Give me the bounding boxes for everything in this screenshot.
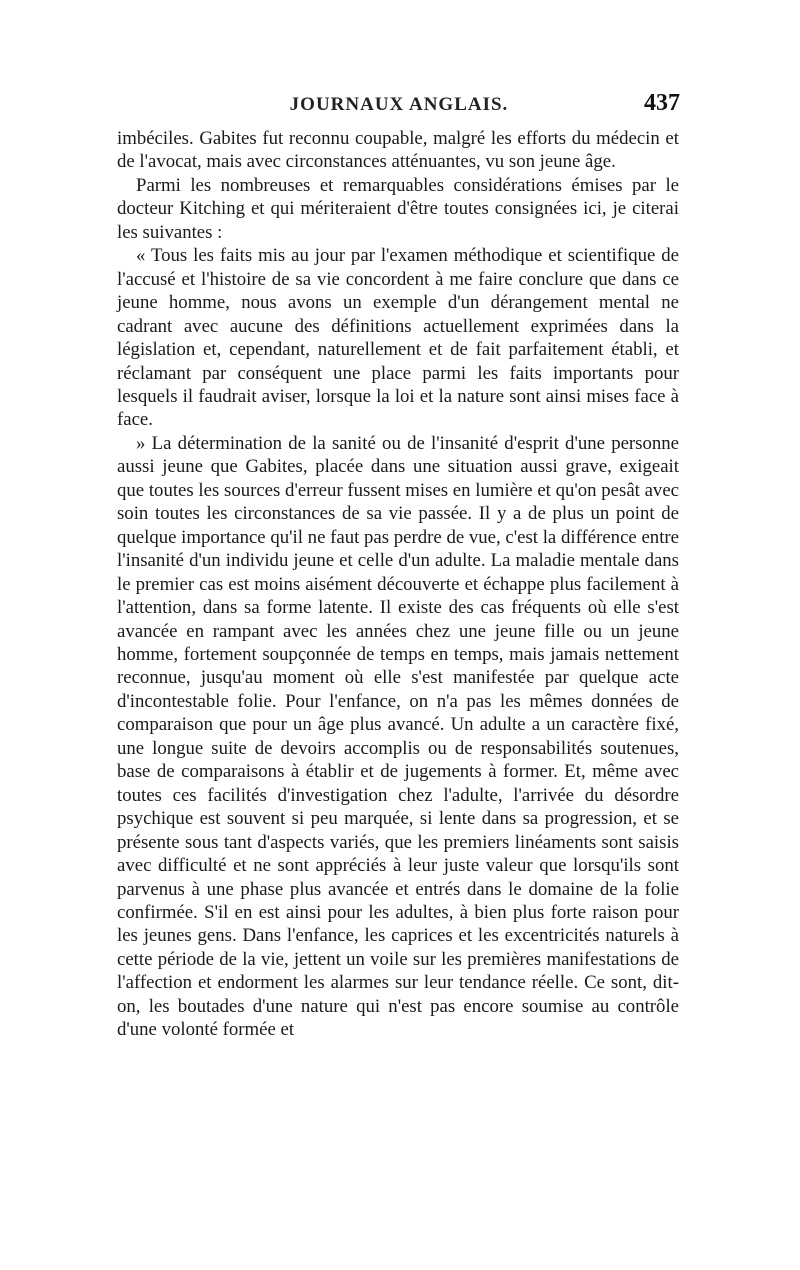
page-number: 437 xyxy=(644,90,680,116)
body-text xyxy=(117,127,679,1042)
paragraph-2: Parmi les nombreuses et remarquables considérations émises par le docteur Kitching et qui mériteraient d'être toutes consignées ici, je citerai les suivantes : xyxy=(117,174,679,243)
running-title: JOURNAUX ANGLAIS. xyxy=(289,94,509,115)
paragraph-1: imbéciles. Gabites fut reconnu coupable, malgré les efforts du médecin et de l'avocat, mais avec circonstances atténuantes, vu son jeune âge. xyxy=(117,128,679,173)
page-header xyxy=(118,90,680,124)
paragraph-3-quote: « Tous les faits mis au jour par l'examen méthodique et scientifique de l'accusé et l'histoire de sa vie concordent à me faire conclure que dans ce jeune homme, nous avons un exemple d'un dérangement mental ne cadrant avec aucune des définitions actuellement exprimées dans la législation et, cependant, naturellement et de fait parfaitement établi, et réclamant par conséquent une place parmi les faits importants pour lesquels il faudrait aviser, lorsque la loi et la nature sont ainsi mises face à face. xyxy=(117,245,679,431)
paragraph-4-quote: » La détermination de la sanité ou de l'insanité d'esprit d'une personne aussi jeune que Gabites, placée dans une situation aussi grave, exigeait que toutes les sources d'erreur fussent mises en lumière et qu'on pesât avec soin toutes les circonstances de sa vie passée. Il y a de plus un point de quelque importance qu'il ne faut pas perdre de vue, c'est la différence entre l'insanité d'un individu jeune et celle d'un adulte. La maladie mentale dans le premier cas est moins aisément découverte et échappe plus facilement à l'attention, dans sa forme latente. Il existe des cas fréquents où elle s'est avancée en rampant avec les années chez une jeune fille ou un jeune homme, fortement soupçonnée de temps en temps, mais jamais nettement reconnue, jusqu'au moment où elle s'est manifestée par quelque acte d'incontestable folie. Pour l'enfance, on n'a pas les mêmes données de comparaison que pour un âge plus avancé. Un adulte a un caractère fixé, une longue suite de devoirs accomplis ou de responsabilités soutenues, base de comparaisons à établir et de jugements à former. Et, même avec toutes ces facilités d'investigation chez l'adulte, l'arrivée du désordre psychique est souvent si peu marquée, si lente dans sa progression, et se présente sous tant d'aspects variés, que les premiers linéaments sont saisis avec difficulté et ne sont appréciés à leur juste valeur que lorsqu'ils sont parvenus à une phase plus avancée et entrés dans le domaine de la folie confirmée. S'il en est ainsi pour les adultes, à bien plus forte raison pour les jeunes gens. Dans l'enfance, les caprices et les excentricités naturels à cette période de la vie, jettent un voile sur les premières manifestations de l'affection et endorment les alarmes sur leur tendance réelle. Ce sont, dit-on, les boutades d'une nature qui n'est pas encore soumise au contrôle d'une volonté formée et xyxy=(117,432,679,1041)
